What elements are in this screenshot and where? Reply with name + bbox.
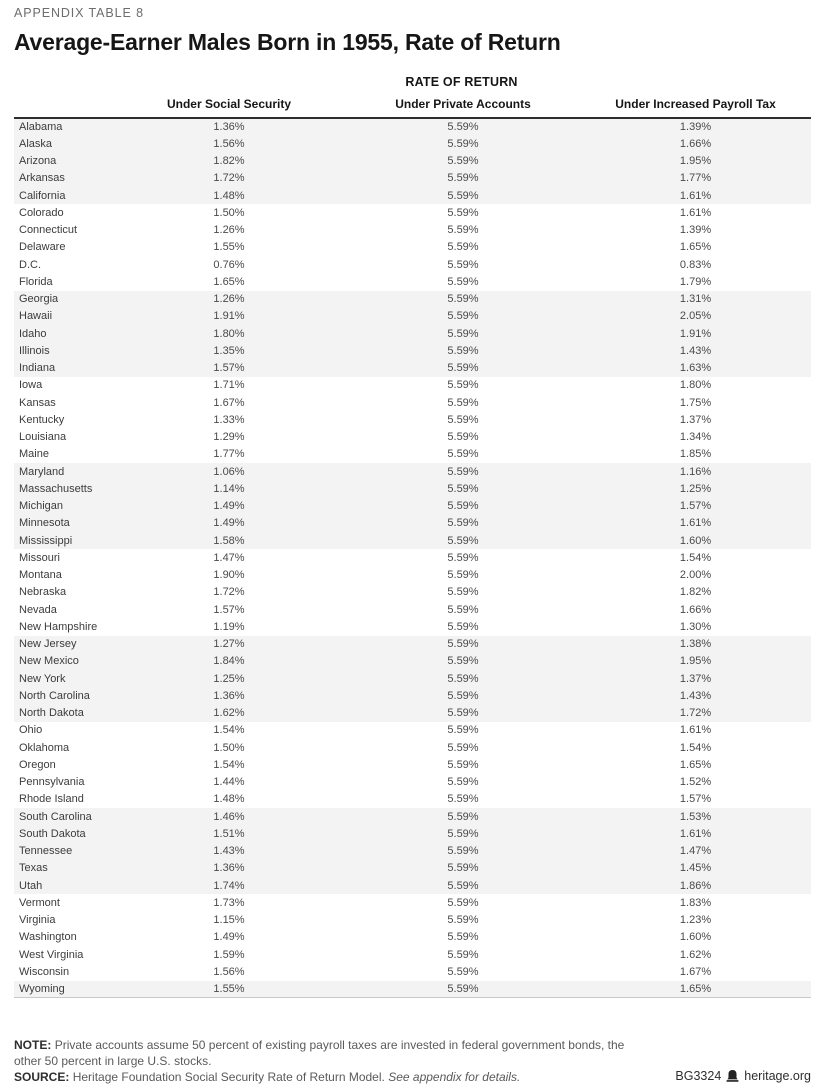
state-name-cell: Louisiana (19, 431, 67, 444)
source-body: Heritage Foundation Social Security Rate of Return Model. (72, 1070, 385, 1084)
state-name-cell: Delaware (19, 241, 66, 254)
state-name-cell: Iowa (19, 379, 43, 392)
column-header-row (14, 92, 811, 118)
rate-value-cell: 5.59% (447, 534, 479, 547)
rate-value-cell: 5.59% (447, 500, 479, 513)
rate-value-cell: 5.59% (447, 724, 479, 737)
rate-value-cell: 1.50% (213, 741, 245, 754)
table-row (14, 636, 811, 653)
table-row (14, 601, 811, 618)
rate-value-cell: 5.59% (447, 241, 479, 254)
rate-value-cell: 1.84% (213, 655, 245, 668)
table-row (14, 446, 811, 463)
rate-value-cell: 1.61% (679, 206, 712, 219)
rate-value-cell: 1.75% (679, 396, 712, 409)
table-row (14, 325, 811, 342)
rate-value-cell: 5.59% (447, 310, 479, 323)
rate-value-cell: 5.59% (447, 896, 479, 909)
rate-value-cell: 1.95% (679, 155, 712, 168)
rate-value-cell: 1.57% (213, 603, 245, 616)
rate-value-cell: 5.59% (447, 914, 479, 927)
table-row (14, 463, 811, 480)
table-row (14, 515, 811, 532)
table-row (14, 480, 811, 497)
rate-value-cell: 5.59% (447, 862, 479, 875)
table-row (14, 377, 811, 394)
rate-value-cell: 1.86% (679, 879, 712, 892)
rate-value-cell: 1.44% (213, 776, 245, 789)
rate-value-cell: 1.45% (679, 862, 712, 875)
rate-value-cell: 1.48% (213, 189, 245, 202)
rate-value-cell: 1.55% (112, 981, 346, 998)
table-row (14, 549, 811, 566)
state-name-cell: Washington (19, 931, 77, 944)
rate-value-cell: 1.60% (679, 534, 712, 547)
table-row (14, 308, 811, 325)
column-header-social-security: Under Social Security (112, 92, 346, 118)
table-row (14, 705, 811, 722)
rate-value-cell: 0.83% (679, 258, 712, 271)
table-row (14, 222, 811, 239)
state-name-cell: Wyoming (14, 981, 112, 998)
rate-of-return-table (14, 70, 811, 998)
table-number-eyebrow: APPENDIX TABLE 8 (14, 6, 144, 20)
table-row (14, 239, 811, 256)
rate-value-cell: 1.06% (213, 465, 245, 478)
table-row (14, 411, 811, 428)
state-name-cell: Indiana (19, 362, 56, 375)
rate-value-cell: 1.79% (679, 275, 712, 288)
state-name-cell: California (19, 189, 66, 202)
rate-value-cell: 1.49% (213, 500, 245, 513)
rate-value-cell: 1.61% (679, 189, 712, 202)
rate-value-cell: 5.59% (447, 121, 479, 134)
state-name-cell: North Carolina (19, 689, 90, 702)
rate-value-cell: 5.59% (447, 638, 479, 651)
rate-value-cell: 1.91% (679, 327, 712, 340)
rate-value-cell: 1.29% (213, 431, 245, 444)
rate-value-cell: 5.59% (447, 448, 479, 461)
rate-value-cell: 1.19% (213, 620, 245, 633)
table-row (14, 722, 811, 739)
rate-value-cell: 5.59% (447, 206, 479, 219)
rate-value-cell: 1.60% (679, 931, 712, 944)
doc-id: BG3324 (675, 1069, 722, 1083)
state-name-cell: Mississippi (19, 534, 73, 547)
state-column-header (14, 92, 112, 118)
table-row (14, 204, 811, 221)
rate-value-cell: 1.39% (679, 121, 712, 134)
rate-value-cell: 1.61% (679, 724, 712, 737)
rate-value-cell: 5.59% (447, 672, 479, 685)
rate-value-cell: 1.43% (213, 845, 245, 858)
table-row (14, 532, 811, 549)
state-name-cell: Vermont (19, 896, 60, 909)
rate-value-cell: 1.73% (213, 896, 245, 909)
note-label: NOTE: (14, 1038, 52, 1052)
rate-value-cell: 1.82% (213, 155, 245, 168)
rate-value-cell: 1.47% (213, 551, 245, 564)
rate-value-cell: 1.48% (213, 793, 245, 806)
state-name-cell: Kentucky (19, 413, 65, 426)
rate-value-cell: 1.65% (580, 981, 811, 998)
rate-value-cell: 5.59% (447, 965, 479, 978)
column-header-payroll-tax: Under Increased Payroll Tax (580, 92, 811, 118)
table-row (14, 584, 811, 601)
table-row (14, 256, 811, 273)
state-name-cell: North Dakota (19, 707, 84, 720)
rate-value-cell: 5.59% (447, 707, 479, 720)
rate-value-cell: 1.85% (679, 448, 712, 461)
rate-value-cell: 5.59% (447, 551, 479, 564)
rate-value-cell: 1.51% (213, 827, 245, 840)
table-row (14, 273, 811, 290)
table-row (14, 791, 811, 808)
publication-brand (675, 1069, 811, 1083)
table-row (14, 981, 811, 998)
rate-value-cell: 1.54% (213, 724, 245, 737)
rate-value-cell: 5.59% (447, 362, 479, 375)
rate-value-cell: 1.77% (213, 448, 245, 461)
rate-value-cell: 1.54% (213, 758, 245, 771)
table-row (14, 877, 811, 894)
table-row (14, 394, 811, 411)
table-row (14, 843, 811, 860)
rate-value-cell: 1.25% (679, 482, 712, 495)
rate-value-cell: 1.34% (679, 431, 712, 444)
page-title: Average-Earner Males Born in 1955, Rate of Return (14, 29, 561, 55)
table-row (14, 860, 811, 877)
state-name-cell: New York (19, 672, 66, 685)
rate-value-cell: 1.77% (679, 172, 712, 185)
state-name-cell: Florida (19, 275, 53, 288)
state-name-cell: Maine (19, 448, 49, 461)
table-body (14, 118, 811, 998)
rate-value-cell: 1.57% (679, 500, 712, 513)
state-name-cell: Nevada (19, 603, 57, 616)
rate-value-cell: 1.57% (679, 793, 712, 806)
rate-value-cell: 1.56% (213, 137, 245, 150)
table-header (14, 70, 811, 118)
rate-value-cell: 5.59% (447, 620, 479, 633)
footer (14, 1037, 811, 1085)
rate-value-cell: 5.59% (447, 845, 479, 858)
rate-value-cell: 1.65% (679, 241, 712, 254)
rate-value-cell: 1.55% (213, 241, 245, 254)
table-row (14, 739, 811, 756)
state-name-cell: Arizona (19, 155, 57, 168)
rate-value-cell: 1.50% (213, 206, 245, 219)
state-name-cell: Montana (19, 569, 62, 582)
rate-value-cell: 5.59% (447, 879, 479, 892)
state-name-cell: Massachusetts (19, 482, 93, 495)
rate-value-cell: 1.58% (213, 534, 245, 547)
rate-value-cell: 5.59% (447, 603, 479, 616)
rate-value-cell: 1.72% (213, 172, 245, 185)
state-name-cell: New Hampshire (19, 620, 98, 633)
rate-value-cell: 5.59% (447, 569, 479, 582)
rate-value-cell: 1.26% (213, 224, 245, 237)
rate-value-cell: 5.59% (447, 189, 479, 202)
rate-value-cell: 5.59% (447, 172, 479, 185)
state-name-cell: Utah (19, 879, 43, 892)
state-name-cell: Arkansas (19, 172, 65, 185)
rate-value-cell: 5.59% (447, 741, 479, 754)
rate-value-cell: 5.59% (447, 758, 479, 771)
rate-value-cell: 1.37% (679, 672, 712, 685)
rate-value-cell: 5.59% (447, 810, 479, 823)
state-name-cell: Texas (19, 862, 48, 875)
rate-value-cell: 1.49% (213, 931, 245, 944)
rate-value-cell: 1.54% (679, 741, 712, 754)
group-header-row (14, 70, 811, 92)
rate-value-cell: 1.65% (213, 275, 245, 288)
rate-value-cell: 1.82% (679, 586, 712, 599)
rate-value-cell: 1.53% (679, 810, 712, 823)
state-name-cell: Virginia (19, 914, 56, 927)
state-name-cell: D.C. (19, 258, 41, 271)
table-row (14, 912, 811, 929)
rate-value-cell: 1.36% (213, 689, 245, 702)
rate-value-cell: 1.80% (213, 327, 245, 340)
state-name-cell: Ohio (19, 724, 43, 737)
rate-value-cell: 5.59% (447, 396, 479, 409)
rate-value-cell: 5.59% (346, 981, 580, 998)
rate-value-cell: 1.14% (213, 482, 245, 495)
rate-value-cell: 1.63% (679, 362, 712, 375)
rate-value-cell: 1.67% (213, 396, 245, 409)
state-name-cell: Colorado (19, 206, 64, 219)
state-name-cell: Michigan (19, 500, 64, 513)
rate-value-cell: 2.00% (679, 569, 712, 582)
rate-value-cell: 5.59% (447, 827, 479, 840)
rate-value-cell: 1.37% (679, 413, 712, 426)
state-name-cell: South Dakota (19, 827, 86, 840)
state-name-cell: Nebraska (19, 586, 67, 599)
table-row (14, 808, 811, 825)
rate-value-cell: 5.59% (447, 482, 479, 495)
rate-value-cell: 2.05% (679, 310, 712, 323)
table-row (14, 187, 811, 204)
rate-value-cell: 1.66% (679, 137, 712, 150)
rate-value-cell: 5.59% (447, 931, 479, 944)
rate-value-cell: 1.30% (679, 620, 712, 633)
rate-value-cell: 1.15% (213, 914, 245, 927)
empty-header-cell (14, 70, 112, 92)
rate-value-cell: 1.33% (213, 413, 245, 426)
rate-value-cell: 1.43% (679, 344, 712, 357)
source-label: SOURCE: (14, 1070, 70, 1084)
rate-value-cell: 1.31% (679, 293, 712, 306)
rate-value-cell: 1.26% (213, 293, 245, 306)
rate-value-cell: 5.59% (447, 948, 479, 961)
table-row (14, 774, 811, 791)
table-row (14, 687, 811, 704)
table-row (14, 653, 811, 670)
rate-value-cell: 1.57% (213, 362, 245, 375)
rate-value-cell: 1.65% (679, 758, 712, 771)
rate-value-cell: 1.95% (679, 655, 712, 668)
table-row (14, 618, 811, 635)
rate-value-cell: 5.59% (447, 517, 479, 530)
rate-value-cell: 1.35% (213, 344, 245, 357)
table-row (14, 342, 811, 359)
state-name-cell: Oklahoma (19, 741, 70, 754)
rate-value-cell: 1.16% (679, 465, 712, 478)
rate-value-cell: 5.59% (447, 155, 479, 168)
state-name-cell: Rhode Island (19, 793, 84, 806)
state-name-cell: Maryland (19, 465, 65, 478)
rate-value-cell: 1.72% (213, 586, 245, 599)
rate-value-cell: 1.23% (679, 914, 712, 927)
table-row (14, 360, 811, 377)
table-row (14, 291, 811, 308)
rate-value-cell: 1.66% (679, 603, 712, 616)
table-row (14, 153, 811, 170)
table-row (14, 670, 811, 687)
rate-value-cell: 1.46% (213, 810, 245, 823)
rate-value-cell: 1.80% (679, 379, 712, 392)
state-name-cell: Kansas (19, 396, 56, 409)
state-name-cell: Tennessee (19, 845, 73, 858)
rate-value-cell: 1.47% (679, 845, 712, 858)
state-name-cell: Connecticut (19, 224, 78, 237)
rate-value-cell: 1.74% (213, 879, 245, 892)
group-header: RATE OF RETURN (405, 75, 518, 89)
rate-value-cell: 1.39% (679, 224, 712, 237)
rate-value-cell: 5.59% (447, 793, 479, 806)
note-body: Private accounts assume 50 percent of existing payroll taxes are invested in federal government bonds, the other 50 percent in large U.S. stocks. (14, 1038, 625, 1068)
rate-value-cell: 5.59% (447, 327, 479, 340)
rate-value-cell: 5.59% (447, 413, 479, 426)
table-row (14, 894, 811, 911)
table-row (14, 170, 811, 187)
state-name-cell: South Carolina (19, 810, 92, 823)
rate-value-cell: 1.25% (213, 672, 245, 685)
rate-value-cell: 5.59% (447, 431, 479, 444)
rate-value-cell: 1.83% (679, 896, 712, 909)
rate-value-cell: 1.61% (679, 827, 712, 840)
state-name-cell: Idaho (19, 327, 47, 340)
table-row (14, 118, 811, 135)
rate-value-cell: 1.67% (679, 965, 712, 978)
state-name-cell: Minnesota (19, 517, 70, 530)
rate-value-cell: 5.59% (447, 258, 479, 271)
state-name-cell: Georgia (19, 293, 59, 306)
state-name-cell: Hawaii (19, 310, 53, 323)
rate-value-cell: 1.36% (213, 862, 245, 875)
source-appendix-note: See appendix for details. (388, 1070, 521, 1084)
rate-value-cell: 5.59% (447, 293, 479, 306)
rate-value-cell: 5.59% (447, 689, 479, 702)
state-name-cell: Missouri (19, 551, 60, 564)
heritage-bell-icon (726, 1070, 739, 1082)
note-text (14, 1037, 636, 1069)
rate-value-cell: 1.49% (213, 517, 245, 530)
rate-value-cell: 1.62% (213, 707, 245, 720)
rate-value-cell: 1.72% (679, 707, 712, 720)
rate-value-cell: 5.59% (447, 586, 479, 599)
rate-value-cell: 1.54% (679, 551, 712, 564)
rate-value-cell: 5.59% (447, 379, 479, 392)
state-name-cell: Pennsylvania (19, 776, 85, 789)
rate-value-cell: 5.59% (447, 275, 479, 288)
rate-value-cell: 5.59% (447, 344, 479, 357)
state-name-cell: New Mexico (19, 655, 79, 668)
table-row (14, 825, 811, 842)
rate-value-cell: 1.61% (679, 517, 712, 530)
state-name-cell: Oregon (19, 758, 56, 771)
rate-value-cell: 1.56% (213, 965, 245, 978)
rate-value-cell: 1.43% (679, 689, 712, 702)
state-name-cell: Alaska (19, 137, 53, 150)
rate-value-cell: 5.59% (447, 655, 479, 668)
site-url: heritage.org (744, 1069, 811, 1083)
state-name-cell: Illinois (19, 344, 50, 357)
state-name-cell: New Jersey (19, 638, 77, 651)
rate-value-cell: 5.59% (447, 137, 479, 150)
table-row (14, 429, 811, 446)
rate-value-cell: 1.36% (213, 121, 245, 134)
rate-value-cell: 5.59% (447, 224, 479, 237)
rate-value-cell: 1.59% (213, 948, 245, 961)
table-row (14, 946, 811, 963)
table-row (14, 567, 811, 584)
rate-value-cell: 1.91% (213, 310, 245, 323)
rate-value-cell: 5.59% (447, 776, 479, 789)
rate-value-cell: 0.76% (213, 258, 245, 271)
rate-value-cell: 1.38% (679, 638, 712, 651)
rate-value-cell: 1.90% (213, 569, 245, 582)
state-name-cell: Wisconsin (19, 965, 70, 978)
rate-value-cell: 1.62% (679, 948, 712, 961)
rate-value-cell: 5.59% (447, 465, 479, 478)
state-name-cell: West Virginia (19, 948, 84, 961)
state-name-cell: Alabama (19, 121, 63, 134)
table-row (14, 135, 811, 152)
table-row (14, 498, 811, 515)
rate-value-cell: 1.27% (213, 638, 245, 651)
table-row (14, 756, 811, 773)
column-header-private-accounts: Under Private Accounts (346, 92, 580, 118)
rate-value-cell: 1.71% (213, 379, 245, 392)
rate-value-cell: 1.52% (679, 776, 712, 789)
table-row (14, 963, 811, 980)
table-row (14, 929, 811, 946)
